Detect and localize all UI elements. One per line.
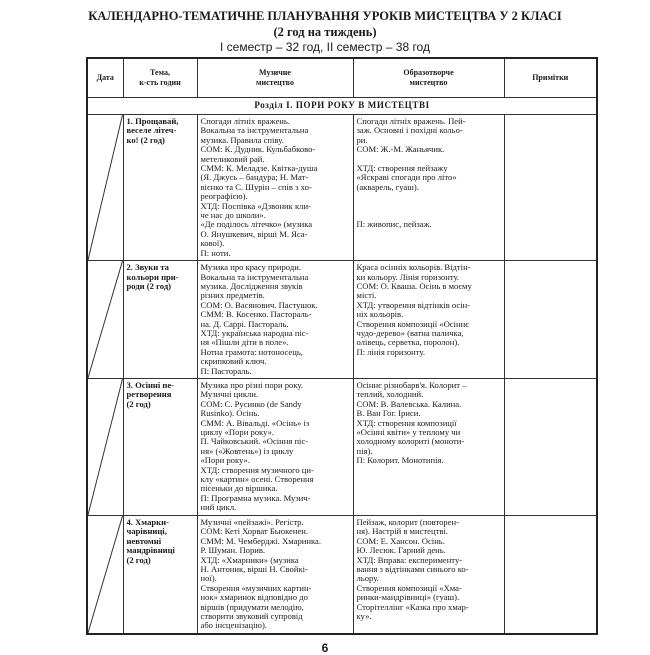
music-line: ХТД: Поспівка «Дзвоник кли- xyxy=(200,200,311,211)
art-line: Сторітеллінг «Казка про хмар- xyxy=(356,601,469,612)
art-line: Спогади літніх вражень. Пей- xyxy=(356,116,466,126)
music-line: че нас до школи». xyxy=(200,210,266,221)
topic-cell xyxy=(123,515,197,633)
art-line: ки кольору. Лінія горизонту. xyxy=(356,271,460,282)
art-line: СОМ: Е. Хансон. Осінь. xyxy=(356,535,445,546)
music-line: віршів (придумати мелодію, xyxy=(200,601,304,612)
topic-line: веселе літеч- xyxy=(126,125,177,136)
topic-line: 4. Хмарки- xyxy=(126,516,169,527)
diagonal-strike-mark xyxy=(88,379,123,515)
topic-line: ретворення xyxy=(126,389,172,400)
notes-cell xyxy=(504,261,597,379)
header-art-line: Образотворче xyxy=(403,68,454,77)
music-line: Створення «музичних картин- xyxy=(200,582,312,593)
art-cell xyxy=(353,115,504,261)
document-subtitle: (2 год на тиждень) xyxy=(273,25,377,39)
music-line: музика. Дослідження звуків xyxy=(200,280,303,291)
art-line: чудо-дерево» (ватна паличка, xyxy=(356,327,464,338)
art-line: Пейзаж, колорит (повторен- xyxy=(356,516,459,527)
date-cell xyxy=(87,515,123,633)
art-line: П: лінія горизонту. xyxy=(356,346,425,357)
music-line: СОМ: Кеті Хорват Бьюкенен. xyxy=(200,526,309,537)
art-cell xyxy=(353,261,504,379)
music-line: СОМ: С. Русинко (de Sandy xyxy=(200,398,302,409)
art-line: Створення композиції «Осіннє xyxy=(356,318,469,329)
art-line: (акварель, гуаш). xyxy=(356,181,419,192)
art-line: холодному колориті (моноти- xyxy=(356,436,465,447)
art-line: Осіннє різнобарв'я. Колорит – xyxy=(356,379,467,390)
music-line: «Пори року». xyxy=(200,455,250,466)
music-line: П. Чайковський. «Осіння піс- xyxy=(200,436,309,447)
art-line: ХТД: створення композиції xyxy=(356,417,457,428)
section-title: Розділ І. ПОРИ РОКУ В МИСТЕЦТВІ xyxy=(87,98,597,115)
music-line: «Де поділось літечко» (музика xyxy=(200,219,313,230)
topic-line: кольори при- xyxy=(126,271,179,282)
art-line: П: живопис, пейзаж. xyxy=(356,219,432,230)
topic-line: 2. Звуки та xyxy=(126,262,169,273)
music-line: або інсценізацію). xyxy=(200,620,267,631)
art-line: льору. xyxy=(356,573,379,584)
art-line: СОМ: О. Кваша. Осінь в моєму xyxy=(356,280,472,291)
music-line: ної). xyxy=(200,573,217,584)
planning-table xyxy=(86,57,598,635)
date-cell xyxy=(87,115,123,261)
notes-cell xyxy=(504,378,597,515)
topic-line: 1. Прощавай, xyxy=(126,116,179,126)
music-line: пісеньки до віршика. xyxy=(200,483,278,494)
music-line: П: ноти. xyxy=(200,247,231,258)
art-line: ку». xyxy=(356,611,372,622)
music-line: (Я. Джусь – бандура; Н. Мат- xyxy=(200,172,309,183)
art-line: Краса осінніх кольорів. Відтін- xyxy=(356,262,471,273)
music-line: різних предметів. xyxy=(200,290,265,301)
music-line: Музичні «пейзажі». Регістр. xyxy=(200,516,304,527)
semester-hours: І семестр – 32 год, ІІ семестр – 38 год xyxy=(220,40,430,54)
music-line: Музика про різні пори року. xyxy=(200,379,303,390)
music-line: СОМ: К. Дудник. Кульбабково- xyxy=(200,144,316,155)
topic-line: 3. Осінні пе- xyxy=(126,379,175,390)
header-music xyxy=(197,58,353,98)
art-line xyxy=(357,202,501,211)
diagonal-strike-mark xyxy=(88,115,123,260)
art-line: місті. xyxy=(356,290,377,301)
art-line: «Осінні квіти» у теплому чи xyxy=(356,427,461,437)
art-line: СОМ: В. Валевська. Калина. xyxy=(356,398,462,409)
topic-line: роди (2 год) xyxy=(126,280,172,291)
music-cell xyxy=(197,261,353,379)
topic-line: (2 год) xyxy=(126,554,151,565)
music-line: скрипковий ключ. xyxy=(200,356,267,367)
music-line: ХТД: «Хмарники» (музика xyxy=(200,554,299,565)
topic-line: (2 год) xyxy=(126,398,151,409)
topic-cell xyxy=(123,115,197,261)
art-line: вання з відтінками синього ко- xyxy=(356,564,469,574)
music-line: Р. Шуман. Порив. xyxy=(200,545,266,556)
art-line xyxy=(357,192,501,201)
art-line: ня). Настрій в мистецтві. xyxy=(356,526,448,537)
music-line: циклу «Пори року». xyxy=(200,427,275,437)
music-line: на. Д. Саррі. Пастораль. xyxy=(200,318,289,329)
header-art-line: мистецтво xyxy=(409,78,448,87)
topic-line: ко! (2 год) xyxy=(126,134,165,145)
header-music-line: мистецтво xyxy=(256,78,294,87)
art-line: Ю. Лесюк. Гарний день. xyxy=(356,545,446,556)
art-line: СОМ: Ж.-М. Жаньячик. xyxy=(356,144,445,155)
music-line: клу «картин» осені. Створення xyxy=(200,474,314,485)
music-line: вієнко та С. Шурін – спів з хо- xyxy=(200,181,312,192)
art-line: ХТД: Вправа: експерименту- xyxy=(356,554,463,565)
music-line: реографією). xyxy=(200,191,248,202)
art-line: Створення композиції «Хма- xyxy=(356,582,462,593)
header-topic-line: Тема, xyxy=(150,68,170,77)
topic-line: чарівниці, xyxy=(126,526,167,537)
table-row xyxy=(87,115,597,261)
music-line: Вокальна та інструментальна xyxy=(200,125,309,136)
music-line: ний цикл. xyxy=(200,502,237,513)
topic-cell xyxy=(123,261,197,379)
document-title: КАЛЕНДАРНО-ТЕМАТИЧНЕ ПЛАНУВАННЯ УРОКІВ МИСТЕЦТВА У 2 КЛАСІ xyxy=(88,9,562,23)
art-line: ХТД: утворення відтінків осін- xyxy=(356,299,471,310)
table-header-row xyxy=(87,58,597,98)
music-cell xyxy=(197,115,353,261)
art-line: ринки-мандрівниці» (гуаш). xyxy=(356,592,460,603)
topic-line: невтомні xyxy=(126,535,162,546)
art-line: «Яскраві спогади про літо» xyxy=(356,172,457,183)
music-line: П: Програмна музика. Музич- xyxy=(200,492,311,503)
music-line: метеликовий рай. xyxy=(200,153,265,164)
diagonal-strike-mark xyxy=(88,261,123,378)
music-line: музика. Правила співу. xyxy=(200,134,284,145)
art-line: ри. xyxy=(356,134,368,145)
table-row xyxy=(87,515,597,633)
art-cell xyxy=(353,378,504,515)
date-cell xyxy=(87,378,123,515)
header-music-line: Музичне xyxy=(259,68,291,77)
music-line: нок» хмаринок відповідно до xyxy=(200,592,308,603)
music-line: ня» («Жовтень») із циклу xyxy=(200,445,294,456)
art-line: П: Колорит. Монотипія. xyxy=(356,455,444,466)
art-line: олівець, серветка, поролон). xyxy=(356,337,460,348)
section-row xyxy=(87,98,597,115)
music-line: ня «Пішли діти в поле». xyxy=(200,337,289,348)
diagonal-strike-mark xyxy=(88,516,123,633)
header-topic xyxy=(123,58,197,98)
notes-cell xyxy=(504,515,597,633)
art-line: заж. Основні і похідні кольо- xyxy=(356,125,463,136)
music-line: Музичні цикли. xyxy=(200,389,259,400)
table-row xyxy=(87,261,597,379)
notes-cell xyxy=(504,115,597,261)
music-cell xyxy=(197,378,353,515)
music-line: ХТД: українська народна піс- xyxy=(200,327,309,338)
date-cell xyxy=(87,261,123,379)
table-row xyxy=(87,378,597,515)
music-line: кової). xyxy=(200,238,225,249)
music-line: створити звуковий супровід xyxy=(200,611,303,622)
music-line: П: Пастораль. xyxy=(200,365,252,376)
music-line: СОМ: О. Васянович. Пастушок. xyxy=(200,299,318,310)
header-date: Дата xyxy=(87,58,123,98)
topic-line: мандрівниці xyxy=(126,545,175,556)
art-line: пія). xyxy=(356,445,373,456)
music-line: Нотна грамота: нотоносець, xyxy=(200,346,303,357)
art-cell xyxy=(353,515,504,633)
music-line: Rusinko). Осінь. xyxy=(200,408,260,419)
music-line: СММ: В. Косенко. Пастораль- xyxy=(200,309,312,320)
page-number: 6 xyxy=(321,640,329,655)
art-line: В. Ван Гог. Іриси. xyxy=(356,408,421,419)
music-line: СММ: К. Меладзе. Квітка-душа xyxy=(200,163,318,174)
header-art xyxy=(353,58,504,98)
music-cell xyxy=(197,515,353,633)
art-line: ніх кольорів. xyxy=(356,309,404,320)
music-line: Н. Антоник, вірші Н. Свойкі- xyxy=(200,564,308,574)
music-line: Музика про красу природи. xyxy=(200,262,301,273)
music-line: СММ: А. Вівальді. «Осінь» із xyxy=(200,417,310,428)
music-line: Вокальна та інструментальна xyxy=(200,271,309,282)
topic-cell xyxy=(123,378,197,515)
music-line: Спогади літніх вражень. xyxy=(200,116,290,126)
art-line: теплий, холодний. xyxy=(356,389,424,400)
art-line: ХТД: створення пейзажу xyxy=(356,163,448,174)
music-line: О. Янушкевич, вірші М. Яса- xyxy=(200,228,308,239)
music-line: СММ: М. Чемберджі. Хмаринка. xyxy=(200,535,321,546)
header-topic-line: к-сть годин xyxy=(139,78,181,87)
header-notes: Примітки xyxy=(504,58,597,98)
music-line: ХТД: створення музичного ци- xyxy=(200,464,314,475)
